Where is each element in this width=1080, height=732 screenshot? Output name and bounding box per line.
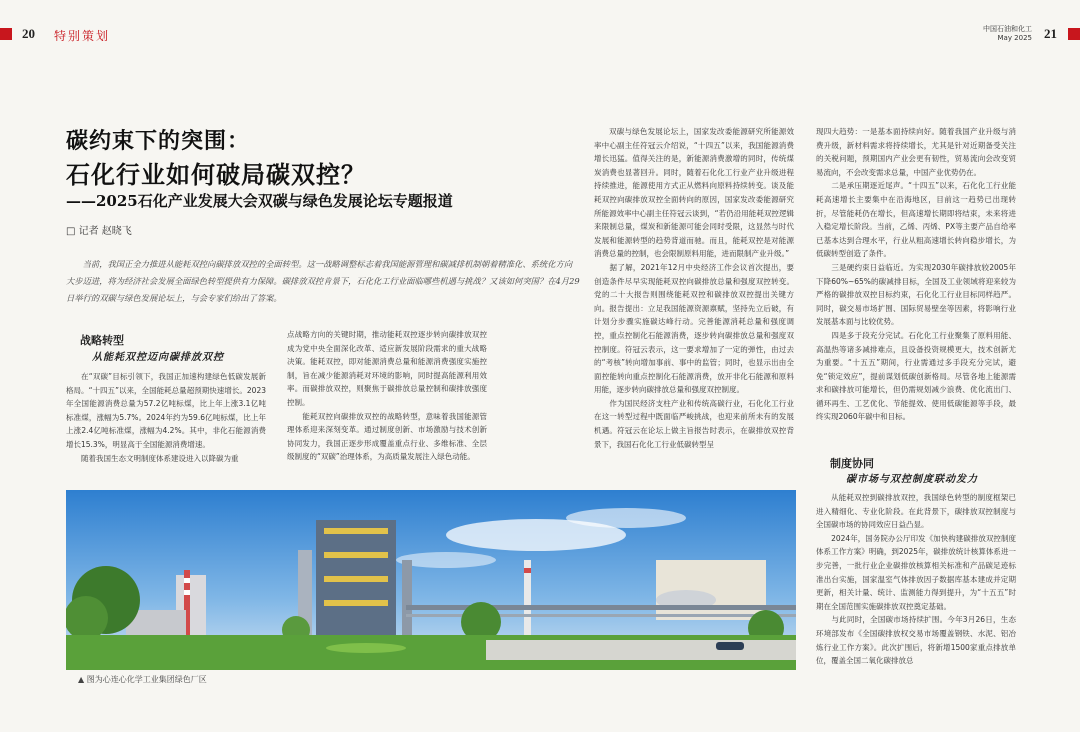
pipe-rack <box>406 605 796 610</box>
article-kicker: 碳约束下的突围： <box>66 128 251 154</box>
tower-deck <box>324 576 388 582</box>
left-page-number: 20 <box>22 26 35 41</box>
tower-deck <box>324 600 388 606</box>
running-head <box>960 25 1032 43</box>
factory-photo <box>66 490 796 670</box>
factory-illustration <box>66 490 796 670</box>
column-1: 在“双碳”目标引领下，我国正加速构建绿色低碳发展新格局。“十四五”以来，全国能耗总量超预期快速增长。2023年全国能源消费总量为57.2亿吨标煤，比上年上涨3.1亿吨标准煤，涨幅为5.7%。2024年约为59.6亿吨标煤，比上年上涨2.4亿吨标准煤，涨幅为4.2%。其中，非化石能源消费增长15.3%，明显高于全国能源消费增速。 随着我国生态文明制度体系建设进入以降碳为重 <box>66 372 266 463</box>
chimney-stripe <box>524 568 531 573</box>
column-3: 双碳与绿色发展论坛上，国家发改委能源研究所能源效率中心副主任符冠云介绍说，“十四五”以来，我国能源消费增长迅猛。值得关注的是，新能源消费激增的同时，传统煤炭消费也显著回升。同时，随着石化化工行业产业升级进程持续推进，能源使用方式正从燃料向原料持续转变。谈及能耗双控向碳排放双控全面转向的原因，国家发改委能源研究所能源效率中心副主任符冠云谈到，“若仍沿用能耗双控逻辑来限制总量，煤炭和新能源可能会同时受限，这显然与时代发展和能源转型的趋势背道而驰。而且，能耗双控是对能源消费总量的控制，也会限制原料用能，进而限制产业升级。” 据了解，2021年12月中央经济工作会议首次提出，要创造条件尽早实现能耗双控向碳排放总量和强度双控转变。党的二十大报告则围绕能耗双控和碳排放双控提出关键方向。报告提出：立足我国能源资源禀赋，坚持先立后破，有计划分步骤实施碳达峰行动。完善能源消耗总量和强度调控，重点控制化石能源消费，逐步转向碳排放总量和强度双控制度。符冠云表示，这一要求增加了一定的弹性，由过去的“考核”转向增加事前、事中的监管；同时，也显示出由全面控能转向重点控制化石能源消费，放开非化石能源和原料用能，逐步转向碳排放总量和强度双控制度。 作为国民经济支柱产业和传统高碳行业，石化化工行业在这一转型过程中既面临严峻挑战，也迎来前所未有的发展机遇。符冠云在论坛上做主旨报告时表示，在碳排放双控背景下，我国石化化工行业低碳转型呈 <box>594 127 794 449</box>
road <box>486 640 796 660</box>
photo-caption: ▲ 图为心连心化学工业集团绿色厂区 <box>78 675 207 684</box>
flowerbed <box>326 643 406 653</box>
storage-building <box>656 560 766 620</box>
section-heading-system: 制度协同 <box>830 457 874 470</box>
article-title: 石化行业如何破局碳双控？ <box>66 160 366 189</box>
magazine-name: 中国石油和化工 <box>983 25 1032 33</box>
page-number-marker <box>0 28 12 40</box>
tower-deck <box>324 528 388 534</box>
cloud <box>566 508 686 528</box>
column-2: 点战略方向的关键时期，推动能耗双控逐步转向碳排放双控成为党中央全面深化改革、适应新发展阶段需求的重大战略决策。能耗双控，即对能源消费总量和能源消费强度实施控制，旨在减少能源消耗对环境的影响，同时提高能源利用效率。而碳排放双控，则聚焦于碳排放总量控制和碳排放强度控制。 能耗双控向碳排放双控的战略转型，意味着我国能源管理体系迎来深刻变革。通过制度创新、市场激励与技术创新协同发力，我国正逐步形成覆盖重点行业、多维标准、全层级制度的“双碳”治理体系，为高质量发展注入绿色动能。 <box>287 330 487 462</box>
section-subheading-strategy: 从能耗双控迈向碳排放双控 <box>92 352 224 363</box>
section-heading-strategy: 战略转型 <box>80 334 124 347</box>
section-subheading-system: 碳市场与双控制度联动发力 <box>846 474 978 485</box>
car <box>716 642 744 650</box>
tower-stripe <box>184 578 190 583</box>
lead-paragraph: 当前，我国正全力推进从能耗双控向碳排放双控的全面转型。这一战略调整标志着我国能源管理和碳减排机制朝着精准化、系统化方向大步迈进，将为经济社会发展全面绿色转型提供有力保障。碳排放双控肯景下，石化化工行业面临哪些机遇与挑战？又该如何突围？在4月29日举行的双碳与绿色发展论坛上，与会专家们给出了答案。 <box>66 259 580 303</box>
tower-deck <box>324 552 388 558</box>
section-label: 特别策划 <box>54 29 111 43</box>
tower-stripe <box>184 590 190 595</box>
byline: □ 记者 赵晓飞 <box>66 226 132 237</box>
column-vessel <box>402 560 412 640</box>
issue-date: May 2025 <box>997 34 1032 42</box>
column-4-bottom: 从能耗双控到碳排放双控，我国绿色转型的制度框架已进入精细化、专业化阶段。在此背景下，碳排放双控制度与全国碳市场的协同效应日益凸显。 2024年，国务院办公厅印发《加快构建碳排放双控制度体系工作方案》明确，到2025年，碳排放统计核算体系进一步完善，一批行业企业碳排放核算相关标准和产品碳足迹标准出台实施，国家温室气体排放因子数据库基本建成并定期更新，相关计量、统计、监测能力得到提升，为“十五五”时期在全国范围实施碳排放双控奠定基础。 与此同时，全国碳市场持续扩围。今年3月26日，生态环境部发布《全国碳排放权交易市场覆盖钢铁、水泥、铝冶炼行业工作方案》。此次扩围后，将新增1500家重点排放单位，覆盖全国二氧化碳排放总 <box>816 493 1016 666</box>
article-subtitle: ——2025石化产业发展大会双碳与绿色发展论坛专题报道 <box>66 192 453 210</box>
page-number-marker-right <box>1068 28 1080 40</box>
column-4-top: 现四大趋势：一是基本面持续向好。随着我国产业升级与消费升级，新材料需求将持续增长，尤其是针对近期备受关注的关税问题，预期国内产业会更有韧性，贸易流向会改变贸易流向，不会改变需求总量，中国产业优势仍在。 二是承压期逐近尾声。“十四五”以来，石化化工行业能耗高速增长主要集中在沿海地区，目前这一趋势已出现转折，尽管能耗仍在增长，但高速增长期即将结束，未来将进入稳定增长阶段。当前，乙烯、丙烯、PX等主要产品自给率已基本达到合理水平，行业从粗高速增长转向稳步增长，为低碳转型创造了条件。 三是硬约束日益临近。为实现2030年碳排放较2005年下降60%~65%的碳减排目标，全国及工业领域将迎来较为严格的碳排放双控目标约束，石化化工行业目标同样趋严。同时，碳交易市场扩围、国际贸易壁垒等因素，将影响行业发展基本面与比较优势。 四是多于段充分完试。石化化工行业聚集了原料用能、高温热等诸多减排难点，且设备投资规模更大，技术创新尤为重要。“十五五”期间，行业需通过多手段充分完试，避免“锁定效应”，提前谋划低碳创新格局。尽管各地上能源需求和碳排放可能增长，但仍需规划减少浪费、优化流出门、循环再生、工艺优化、节能提效、使用低碳能源等手段，最终实现2060年碳中和目标。 <box>816 127 1016 422</box>
tree <box>66 596 108 640</box>
right-page-number: 21 <box>1044 26 1057 41</box>
